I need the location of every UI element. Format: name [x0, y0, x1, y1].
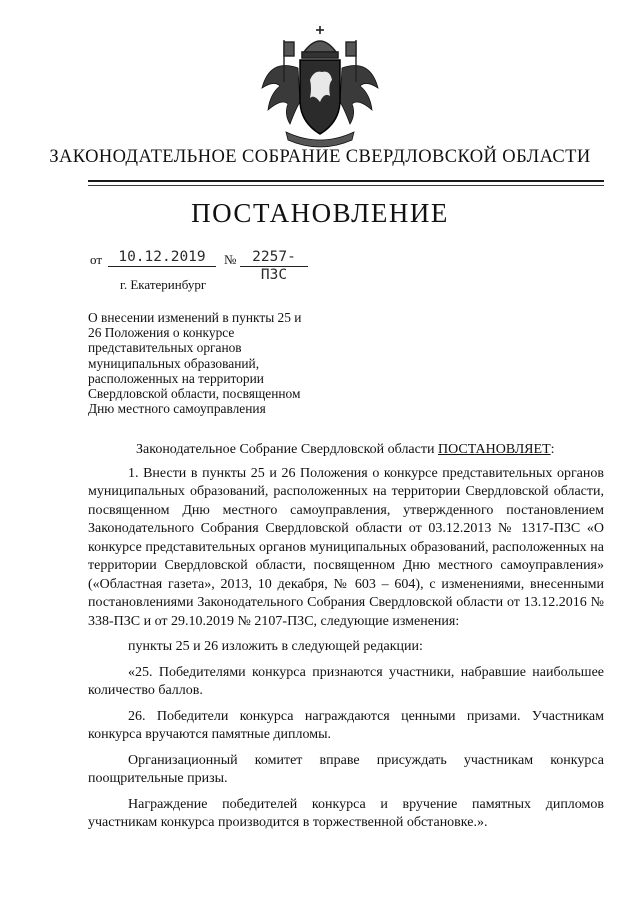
from-label: от — [90, 252, 103, 267]
paragraph-3: «25. Победителями конкурса признаются участники, набравшие наибольшее количество баллов. — [88, 664, 604, 698]
document-subject: О внесении изменений в пункты 25 и 26 Положения о конкурсе представительных органов муниципальных образований, расположенных на территории Свердловской области, посвященном Дню местного самоуправления — [88, 310, 302, 417]
paragraph-4: 26. Победители конкурса награждаются ценными призами. Участникам конкурса вручаются памятные дипломы. — [88, 708, 604, 742]
paragraph-1: 1. Внести в пункты 25 и 26 Положения о конкурсе представительных органов муниципальных образований, расположенных на территории Свердловской области, посвященном Дню местного самоуправления, утвержденного постановлением Законодательного Собрания Свердловской области от 03.12.2013 № 1317-ПЗС «О конкурсе представительных органов муниципальных образований, расположенных на территории Свердловской области, посвященном Дню местного самоуправления» («Областная газета», 2013, 10 декабря, № 603 – 604), с изменениями, внесенными постановлениями Законодательного Собрания Свердловской области от 13.12.2016 № 338-ПЗС и от 29.10.2019 № 2107-ПЗС, следующие изменения: — [88, 465, 604, 629]
header-divider-thick — [88, 180, 604, 182]
paragraph-5: Организационный комитет вправе присуждать участникам конкурса поощрительные призы. — [88, 752, 604, 786]
number-label: № — [224, 252, 237, 267]
intro-text: Законодательное Собрание Свердловской области — [136, 442, 438, 457]
document-type-title: ПОСТАНОВЛЕНИЕ — [191, 198, 449, 228]
coat-of-arms-emblem — [256, 22, 384, 152]
document-number: 2257-ПЗС — [240, 248, 308, 267]
city-label: г. Екатеринбург — [120, 277, 207, 292]
document-date: 10.12.2019 — [108, 248, 216, 267]
document-body — [88, 441, 604, 840]
assembly-name: ЗАКОНОДАТЕЛЬНОЕ СОБРАНИЕ СВЕРДЛОВСКОЙ ОБЛАСТИ — [49, 147, 591, 167]
header-divider-thin — [88, 185, 604, 186]
paragraph-6: Награждение победителей конкурса и вручение памятных дипломов участникам конкурса производится в торжественной обстановке.». — [88, 796, 604, 830]
resolves-verb: ПОСТАНОВЛЯЕТ — [437, 442, 551, 457]
intro-colon: : — [550, 442, 555, 457]
paragraph-2: пункты 25 и 26 изложить в следующей редакции: — [128, 639, 423, 654]
intro-paragraph — [88, 441, 604, 460]
